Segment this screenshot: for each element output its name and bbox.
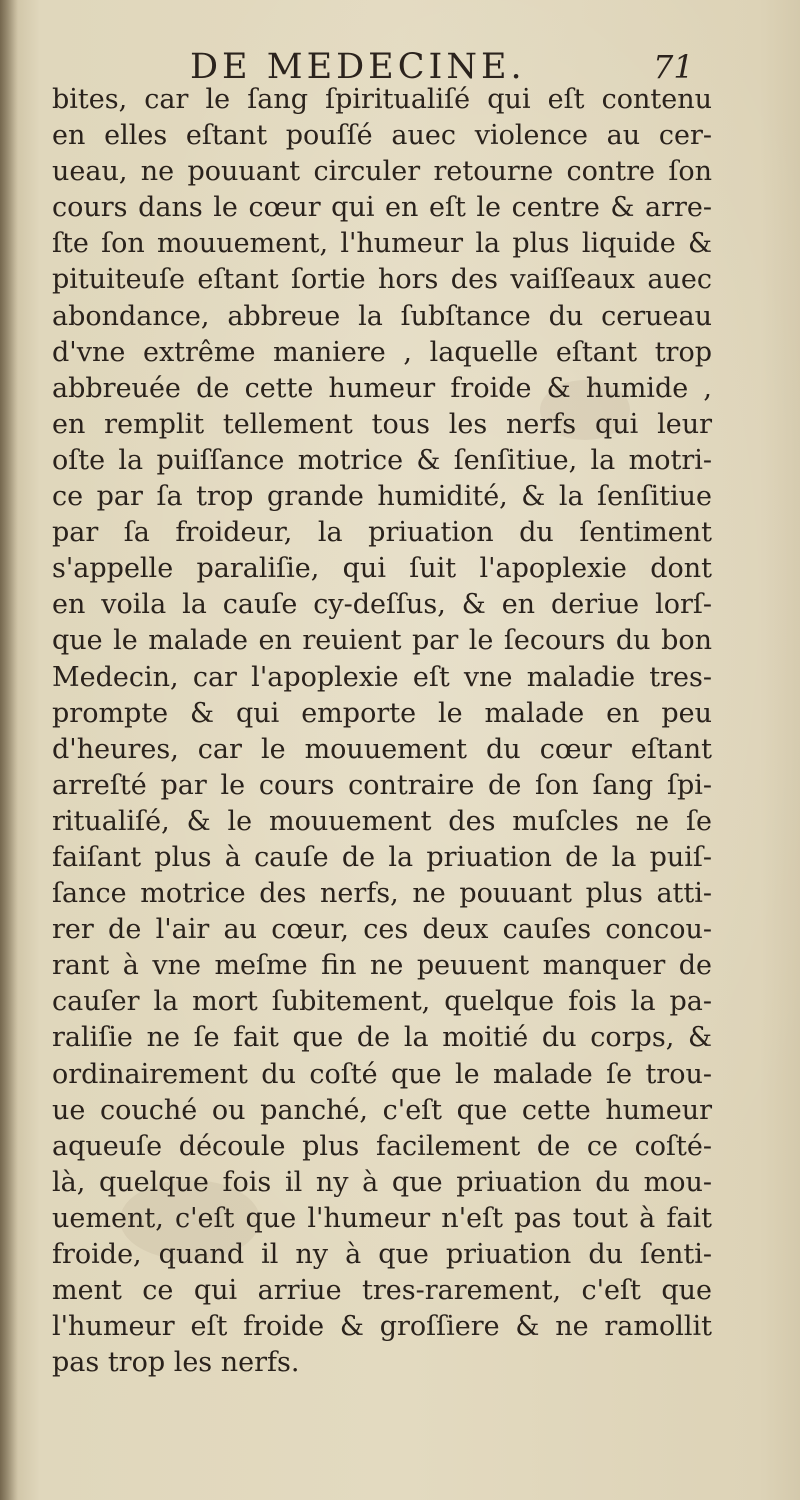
text-line: ſance motrice des nerfs, ne pouuant plus atti-	[52, 878, 712, 910]
binding-gutter-shadow	[0, 0, 18, 1500]
text-line: oſte la puiſſance motrice & ſenſitiue, la motri-	[52, 444, 712, 476]
text-line: arreſté par le cours contraire de ſon ſang ſpi-	[52, 769, 712, 801]
text-line: pituiteuſe eſtant ſortie hors des vaiſſeaux auec	[52, 264, 712, 296]
text-line: que le malade en reuient par le ſecours du bon	[52, 625, 712, 657]
text-line: abondance, abbreue la ſubſtance du cerueau	[52, 300, 712, 332]
text-line: Medecin, car l'apoplexie eſt vne maladie tres-	[52, 661, 712, 693]
body-text	[52, 82, 712, 1381]
text-line: ſte ſon mouuement, l'humeur la plus liquide &	[52, 228, 712, 260]
text-line: uement, c'eſt que l'humeur n'eſt pas tout à fait	[52, 1202, 712, 1234]
text-line: l'humeur eſt froide & groſſiere & ne ramollit	[52, 1311, 712, 1343]
text-line: s'appelle paraliſie, qui ſuit l'apoplexie dont	[52, 553, 712, 585]
text-line: rant à vne meſme fin ne peuuent manquer de	[52, 950, 712, 982]
running-title: DE MEDECINE.	[190, 47, 526, 87]
text-line: raliſie ne ſe fait que de la moitié du corps, &	[52, 1022, 712, 1054]
text-line: aqueuſe découle plus facilement de ce coſté-	[52, 1130, 712, 1162]
text-line: rer de l'air au cœur, ces deux cauſes concou-	[52, 914, 712, 946]
text-line: ueau, ne pouuant circuler retourne contre ſon	[52, 156, 712, 188]
text-line: d'vne extrême maniere , laquelle eſtant trop	[52, 336, 712, 368]
text-line: par ſa froideur, la priuation du ſentiment	[52, 517, 712, 549]
text-line: d'heures, car le mouuement du cœur eſtant	[52, 733, 712, 765]
text-line: ordinairement du coſté que le malade ſe trou-	[52, 1058, 712, 1090]
text-line: ce par ſa trop grande humidité, & la ſenſitiue	[52, 481, 712, 513]
text-line: en remplit tellement tous les nerfs qui leur	[52, 408, 712, 440]
text-line: bites, car le ſang ſpiritualiſé qui eſt contenu	[52, 84, 712, 115]
text-line: abbreuée de cette humeur froide & humide ,	[52, 372, 712, 404]
text-line: en voila la cauſe cy-deſſus, & en deriue lorſ-	[52, 589, 712, 621]
text-line: pas trop les nerfs.	[52, 1347, 300, 1379]
text-line: en elles eſtant pouſſé auec violence au cer-	[52, 120, 712, 152]
text-line: froide, quand il ny à que priuation du ſenti-	[52, 1239, 712, 1270]
text-line: prompte & qui emporte le malade en peu	[52, 697, 712, 729]
page-number: 71	[653, 48, 694, 86]
text-line: ment ce qui arriue tres-rarement, c'eſt que	[52, 1275, 712, 1307]
text-line: ritualiſé, & le mouuement des muſcles ne ſe	[52, 805, 712, 837]
text-line: cauſer la mort ſubitement, quelque fois la pa-	[52, 986, 712, 1018]
text-line: là, quelque fois il ny à que priuation du mou-	[52, 1166, 712, 1198]
text-line: cours dans le cœur qui en eſt le centre & arre-	[52, 192, 712, 224]
text-line: faiſant plus à cauſe de la priuation de la puiſ-	[52, 841, 712, 873]
text-line: ue couché ou panché, c'eſt que cette humeur	[52, 1094, 712, 1126]
